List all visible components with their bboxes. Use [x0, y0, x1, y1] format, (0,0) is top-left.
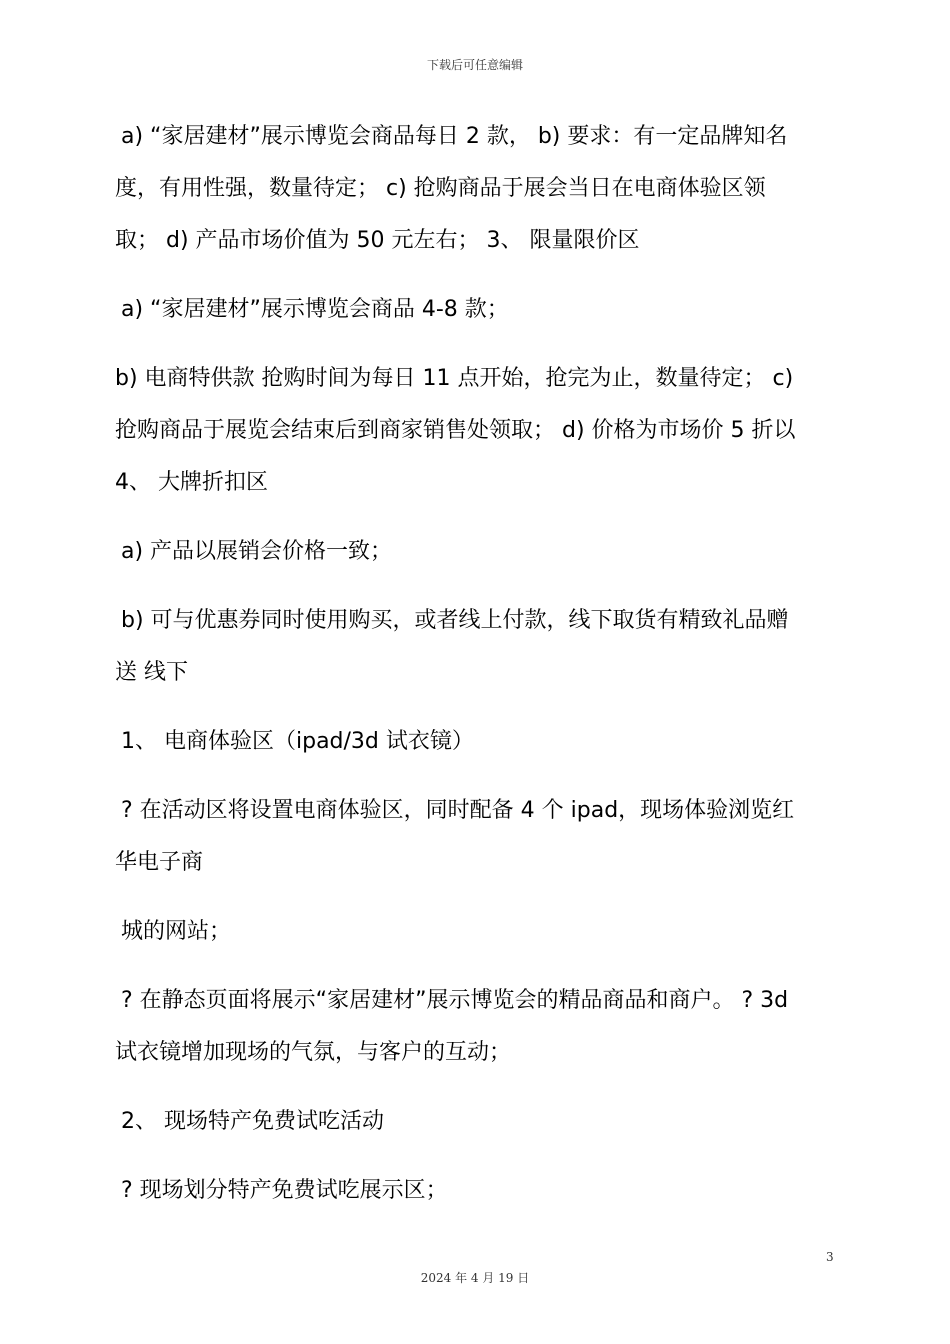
page-header: 下载后可任意编辑 [426, 58, 523, 72]
paragraph-line: 试衣镜增加现场的气氛，与客户的互动； [115, 1040, 512, 1065]
paragraph-line: ? 在活动区将设置电商体验区，同时配备 4 个 ipad，现场体验浏览红 [121, 798, 795, 823]
document-body [115, 111, 830, 1217]
paragraph-line: a) 产品以展销会价格一致； [121, 539, 393, 564]
paragraph-line: b) 电商特供款 抢购时间为每日 11 点开始，抢完为止，数量待定； c) [115, 366, 794, 391]
paragraph-line: 华电子商 [115, 850, 204, 875]
paragraph-line: ? 在静态页面将展示“家居建材”展示博览会的精品商品和商户。 ? 3d [121, 988, 789, 1013]
paragraph-line: ? 现场划分特产免费试吃展示区； [121, 1178, 448, 1203]
paragraph-line: 送 线下 [115, 660, 188, 685]
paragraph-line: 1、 电商体验区（ipad/3d 试衣镜） [121, 729, 474, 754]
paragraph-line: 2、 现场特产免费试吃活动 [121, 1109, 384, 1134]
paragraph-line: 度，有用性强，数量待定； c) 抢购商品于展会当日在电商体验区领 [115, 176, 766, 201]
page-footer-date: 2024 年 4 月 19 日 [420, 1271, 530, 1285]
paragraph-line: 取； d) 产品市场价值为 50 元左右； 3、 限量限价区 [115, 228, 640, 253]
paragraph-line: b) 可与优惠券同时使用购买，或者线上付款，线下取货有精致礼品赠 [121, 608, 789, 633]
paragraph-line: a) “家居建材”展示博览会商品 4-8 款； [121, 297, 509, 322]
paragraph-line: 4、 大牌折扣区 [115, 470, 268, 495]
paragraph-line: 抢购商品于展览会结束后到商家销售处领取； d) 价格为市场价 5 折以 [115, 418, 796, 443]
paragraph-line: a) “家居建材”展示博览会商品每日 2 款， b) 要求：有一定品牌知名 [121, 124, 788, 149]
paragraph-line: 城的网站； [121, 919, 232, 944]
page-number: 3 [826, 1250, 834, 1264]
